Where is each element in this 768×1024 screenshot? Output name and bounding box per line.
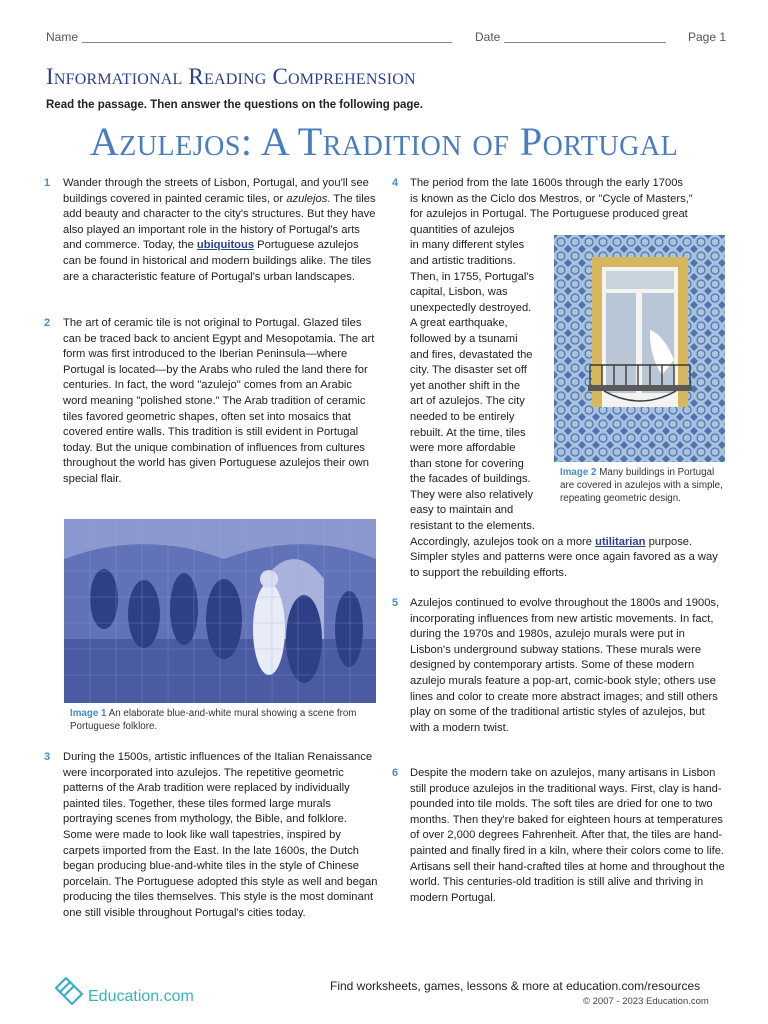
paragraph-3: During the 1500s, artistic influences of the Italian Renaissance were incorporated into azulejos. The repetitive geometric patterns of the Arab tradition were replaced by individually painted tiles. Together, these tiles formed large murals portraying scenes from mythology, the Bible, and folklore. Some were made to look like wall tapestries, inspired by carpets imported from the East. In the late 1600s, the Dutch began producing blue-and-white tiles in the style of Chinese porcelain. The Portuguese adopted this style as well and began producing the tiles themselves. This style is the most dominant one still visible throughout Portugal's cities today. xyxy=(63,751,378,919)
caption-text: Many buildings in Portugal are covered in azulejos with a simple, repeating geometric design. xyxy=(560,467,723,504)
paragraph-line: unexpectedly destroyed. xyxy=(410,301,532,314)
italic-term: azulejos xyxy=(286,192,328,205)
paragraph-number: 3 xyxy=(44,751,51,763)
image-1-mural xyxy=(64,519,376,703)
image-1-caption xyxy=(70,707,376,733)
paragraph-6: Despite the modern take on azulejos, many artisans in Lisbon still produce azulejos in the traditional ways. First, clay is hand-pounded into tile molds. The soft tiles are dried for one to two months. Then they're baked for eighteen hours at temperatures of over 2,000 degrees Fahrenheit. After that, the tiles are hand-painted and finally fired in a kiln, where their colors come to life. Artisans sell their hand-crafted tiles at home and throughout the world. This centuries-old tradition is still alive and thriving in modern Portugal. xyxy=(410,767,725,904)
paragraph-number: 1 xyxy=(44,177,51,189)
paragraph-line: needed to be entirely xyxy=(410,410,515,423)
paragraph-number: 2 xyxy=(44,317,51,329)
paragraph-line: Then, in 1755, Portugal's xyxy=(410,270,535,283)
paragraph-line: the facades of buildings. xyxy=(410,473,531,486)
paragraph-line: for azulejos in Portugal. The Portuguese produced great xyxy=(410,208,688,221)
paragraph-line: capital, Lisbon, was xyxy=(410,286,508,299)
section-title: Informational Reading Comprehension xyxy=(46,64,416,89)
paragraph-line: rebuilt. At the time, tiles xyxy=(410,426,526,439)
paragraph-line: is known as the Ciclo dos Mestros, or "Cycle of Masters," xyxy=(410,192,693,205)
education-logo-text[interactable]: Education.com xyxy=(88,988,194,1005)
paragraph-text: Wander through the streets of Lisbon, Portugal, and you'll see buildings covered in painted ceramic tiles, or xyxy=(63,177,369,205)
paragraph-line: art of azulejos. The city xyxy=(410,395,525,408)
instructions: Read the passage. Then answer the questions on the following page. xyxy=(46,99,424,111)
name-label: Name xyxy=(46,30,79,44)
paragraph-line: A great earthquake, xyxy=(410,317,508,330)
paragraph-number: 6 xyxy=(392,767,399,779)
caption-text: An elaborate blue-and-white mural showing a scene from Portuguese folklore. xyxy=(70,708,357,732)
education-logo-icon xyxy=(52,972,86,1006)
paragraph-line: and fires, devastated the xyxy=(410,348,533,361)
paragraph-text: Accordingly, azulejos took on a more xyxy=(410,535,596,548)
paragraph-line: followed by a tsunami xyxy=(410,332,518,345)
paragraph-5: Azulejos continued to evolve throughout the 1800s and 1900s, incorporating influences from new artistic movements. In fact, during the 1970s and 1980s, azulejo murals were put in Lisbon's underground subway stations. These murals were designed by contemporary artists. Some of these modern azulejo murals feature a pop-art, comic-book style; others use lines and color to create more abstract images; and still others play on some of the traditional artistic styles of azulejos, but with a modern twist. xyxy=(410,597,720,734)
page-number: Page 1 xyxy=(688,30,727,44)
paragraph-bottom xyxy=(410,535,726,582)
caption-label: Image 1 xyxy=(70,708,107,719)
paragraph-line: in many different styles xyxy=(410,239,525,252)
paragraph-line: They were also relatively xyxy=(410,488,534,501)
paragraph-line: resistant to the elements. xyxy=(410,520,535,533)
footer-resources-link[interactable]: Find worksheets, games, lessons & more at education.com/resources xyxy=(330,979,701,993)
paragraph-2: The art of ceramic tile is not original to Portugal. Glazed tiles can be traced back to ancient Egypt and Mesopotamia. The art form was first introduced to the Iberian Peninsula—where Portugal is located—by the Arabs who ruled the land there for centuries. In fact, the word "azulejo" comes from an Arabic word meaning "polished stone." The Arab tradition of ceramic tiles favored geometric shapes, often set into mosaics that covered entire walls. This tradition is still evident in Portugal today. But the unique combination of influences from cultures throughout the world has given Portuguese azulejos their own special flair. xyxy=(63,317,375,485)
paragraph-line: and artistic traditions. xyxy=(410,254,516,267)
paragraph-line: were more affordable xyxy=(410,442,516,455)
paragraph-line: quantities of azulejos xyxy=(410,223,515,236)
paragraph-line: easy to maintain and xyxy=(410,504,514,517)
vocab-word-utilitarian[interactable]: utilitarian xyxy=(595,535,646,548)
date-label: Date xyxy=(475,30,501,44)
caption-label: Image 2 xyxy=(560,467,597,478)
paragraph-text: Portuguese azulejos can be found in historical and modern buildings alike. The tiles are a characteristic feature of Portugal's urban landscapes. xyxy=(63,239,372,283)
paragraph-text: . The tiles add beauty and character to the city's structures. But they have also played an important role in the history of Portugal's arts and commerce. Today, the xyxy=(63,192,376,252)
main-title: Azulejos: A Tradition of Portugal xyxy=(89,119,679,164)
paragraph-1 xyxy=(63,176,379,285)
mural-illustration xyxy=(64,519,376,703)
tiled-window-illustration xyxy=(554,235,725,462)
copyright: © 2007 - 2023 Education.com xyxy=(583,996,709,1007)
image-2-tiled-window xyxy=(554,235,725,462)
paragraph-line: yet another shift in the xyxy=(410,379,521,392)
vocab-word-ubiquitous[interactable]: ubiquitous xyxy=(196,239,255,252)
paragraph-line: than stone for covering xyxy=(410,457,524,470)
paragraph-line: city. The disaster set off xyxy=(410,364,527,377)
paragraph-number: 4 xyxy=(392,177,399,189)
image-2-caption xyxy=(560,466,725,505)
name-line[interactable] xyxy=(82,42,452,43)
paragraph-number: 5 xyxy=(392,597,399,609)
paragraph-line: The period from the late 1600s through the early 1700s xyxy=(410,177,684,189)
date-line[interactable] xyxy=(504,42,666,43)
paragraph-text: purpose. Simpler styles and patterns were once again favored as a way to support the rebuilding efforts. xyxy=(410,535,718,579)
